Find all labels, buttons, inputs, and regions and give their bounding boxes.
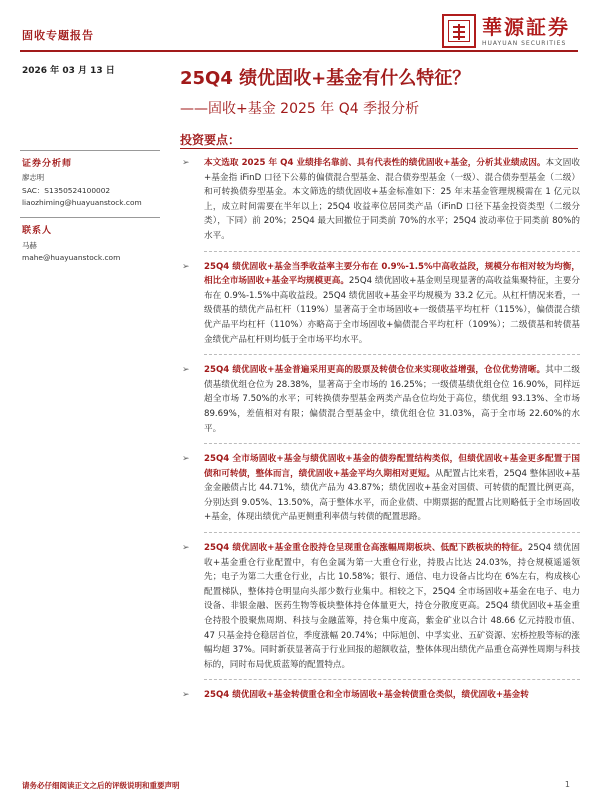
bullet-separator <box>204 443 580 444</box>
contact-name: 马赫 <box>22 241 37 250</box>
company-logo <box>442 14 570 48</box>
key-point <box>180 363 580 436</box>
key-point-lead: 25Q4 绩优固收+基金转债重仓和全市场固收+基金转债重仓类似，绩优固收+基金转 <box>204 690 529 701</box>
key-points-divider <box>180 148 578 149</box>
key-point <box>180 541 580 672</box>
analyst-heading: 证券分析师 <box>22 159 73 169</box>
key-point <box>180 260 580 348</box>
page-number: 1 <box>564 780 570 789</box>
key-point-lead: 25Q4 绩优固收+基金普遍采用更高的股票及转债仓位来实现收益增强，仓位优势清晰。 <box>204 365 546 376</box>
logo-chinese-name: 華源証券 <box>482 14 570 39</box>
key-point-lead: 本文选取 2025 年 Q4 业绩排名靠前、具有代表性的绩优固收+基金，分析其业绩成因。 <box>204 158 546 168</box>
bullet-separator <box>204 679 580 680</box>
bullet-separator <box>204 354 580 355</box>
key-point-body: 其中二级债基绩优组仓位为 28.38%，显著高于全市场的 16.25%；一级债基绩优组仓位 16.90%，同样远超全市场 7.50%的水平；可转换债券型基金两类产品仓位均处于高位，绩优组 93.13%、全市场 89.69%，差值相对有限；偏债混合型基金中，绩优组仓位 31.03%，高于全市场 22.60%的水平。 <box>204 365 580 434</box>
report-subtitle: ——固收+基金 2025 年 Q4 季报分析 <box>180 101 420 117</box>
bullet-separator <box>204 532 580 533</box>
key-point-body: 25Q4 绩优固收+基金则呈现显著的高收益集聚特征，主要分布在 0.9%-1.5%中高收益段。25Q4 绩优固收+基金平均规模为 33.2 亿元。从杠杆情况来看，一级债基的绩优产品杠杆（119%）显著高于全市场固收+一级债基平均杠杆（115%），偏债混合绩优产品平均杠杆（110%）亦略高于全市场固收+偏债混合平均杠杆（109%）；二级债基和转债基金绩优产品杠杆则均低于全市场平均水平。 <box>204 276 580 345</box>
footer-disclaimer: 请务必仔细阅读正文之后的评级说明和重要声明 <box>22 781 180 790</box>
header-divider <box>20 50 578 52</box>
sidebar-divider <box>20 150 160 151</box>
key-point <box>180 688 580 703</box>
analyst-email[interactable]: liaozhiming@huayuanstock.com <box>22 198 142 207</box>
key-point <box>180 452 580 525</box>
key-points-heading: 投资要点： <box>180 133 241 147</box>
key-point-body: 本文固收+基金指 iFinD 口径下公募的偏债混合型基金、混合债券型基金（一级）、混合债券型基金（二级）和可转换债券型基金。本文筛选的绩优固收+基金标准如下：25 年末基金管理规模需在 1 亿元以上，成立时间需要在半年以上；25Q4 收益率位居同类产品（iFinD 口径下基金投资类型（二级分类），下同）前 20%；25Q4 最大回撤位于同类前 70%的水平；25Q4 波动率位于同类前 80%的水平。 <box>204 158 580 241</box>
bullet-separator <box>204 251 580 252</box>
sidebar-divider <box>20 217 160 218</box>
key-point-body: 从配置占比来看，25Q4 整体固收+基金金融债占比 44.71%，绩优产品为 43.87%；绩优固收+基金对国债、可转债的配置比例更高，分别达到 9.05%、13.50%，高于整体水平，而企业债、中期票据的配置占比则略低于全市场固收+基金，体现出绩优产品更侧重利率债与转债的配置思路。 <box>204 468 581 523</box>
key-point-lead: 25Q4 绩优固收+基金重仓股持仓呈现重仓高涨幅周期板块、低配下跌板块的特征。 <box>204 543 528 554</box>
key-point-body: 25Q4 绩优固收+基金重仓行业配置中，有色金属为第一大重仓行业，持股占比达 24.03%，持仓规模遥遥领先；电子为第二大重仓行业，占比 10.58%；银行、通信、电力设备占比均在 6%左右，构成核心配置梯队，整体持仓明显向头部少数行业集中。相较之下，25Q4 全市场固收+基金在电子、电力设备、非银金融、医药生物等板块整体持仓体量更大，持仓分散度更高。25Q4 绩优固收+基金重仓持股个股聚焦周期、科技与金融蓝筹，持仓集中度高，紫金矿业以合计 48.66 亿元持股市值、47 只基金持仓稳居首位，季度涨幅 20.74%；中际旭创、中孚实业、五矿资源、宏桥控股等标的涨幅均超 37%。同时新获显著高于行业回报的超额收益，整体体现出绩优产品重仓高弹性周期与科技标的，同时布局优质蓝筹的配置特点。 <box>204 543 580 670</box>
key-point <box>180 156 580 244</box>
logo-seal-icon <box>442 14 476 48</box>
report-date: 2026 年 03 月 13 日 <box>22 66 115 76</box>
logo-english-name: HUAYUAN SECURITIES <box>482 39 567 47</box>
bullet-arrow-icon: ➢ <box>182 543 190 554</box>
contact-heading: 联系人 <box>22 226 53 236</box>
contact-email[interactable]: mahe@huayuanstock.com <box>22 253 121 262</box>
report-type-label: 固收专题报告 <box>22 29 94 42</box>
report-title: 25Q4 绩优固收+基金有什么特征？ <box>180 68 471 89</box>
key-point-lead: 25Q4 全市场固收+基金与绩优固收+基金的债券配置结构类似，但绩优固收+基金更多配置于国债和可转债，整体而言，绩优固收+基金平均久期相对更短。 <box>204 454 580 479</box>
bullet-arrow-icon: ➢ <box>182 158 190 168</box>
key-points-list <box>180 156 580 703</box>
bullet-arrow-icon: ➢ <box>182 365 190 376</box>
key-point-lead: 25Q4 绩优固收+基金当季收益率主要分布在 0.9%-1.5%中高收益段，规模分布相对较为均衡，相比全市场固收+基金平均规模更高。 <box>204 261 580 287</box>
analyst-sac: SAC：S1350524100002 <box>22 186 111 195</box>
bullet-arrow-icon: ➢ <box>182 690 190 701</box>
bullet-arrow-icon: ➢ <box>182 261 190 272</box>
bullet-arrow-icon: ➢ <box>182 454 190 465</box>
analyst-name: 廖志明 <box>22 173 45 182</box>
